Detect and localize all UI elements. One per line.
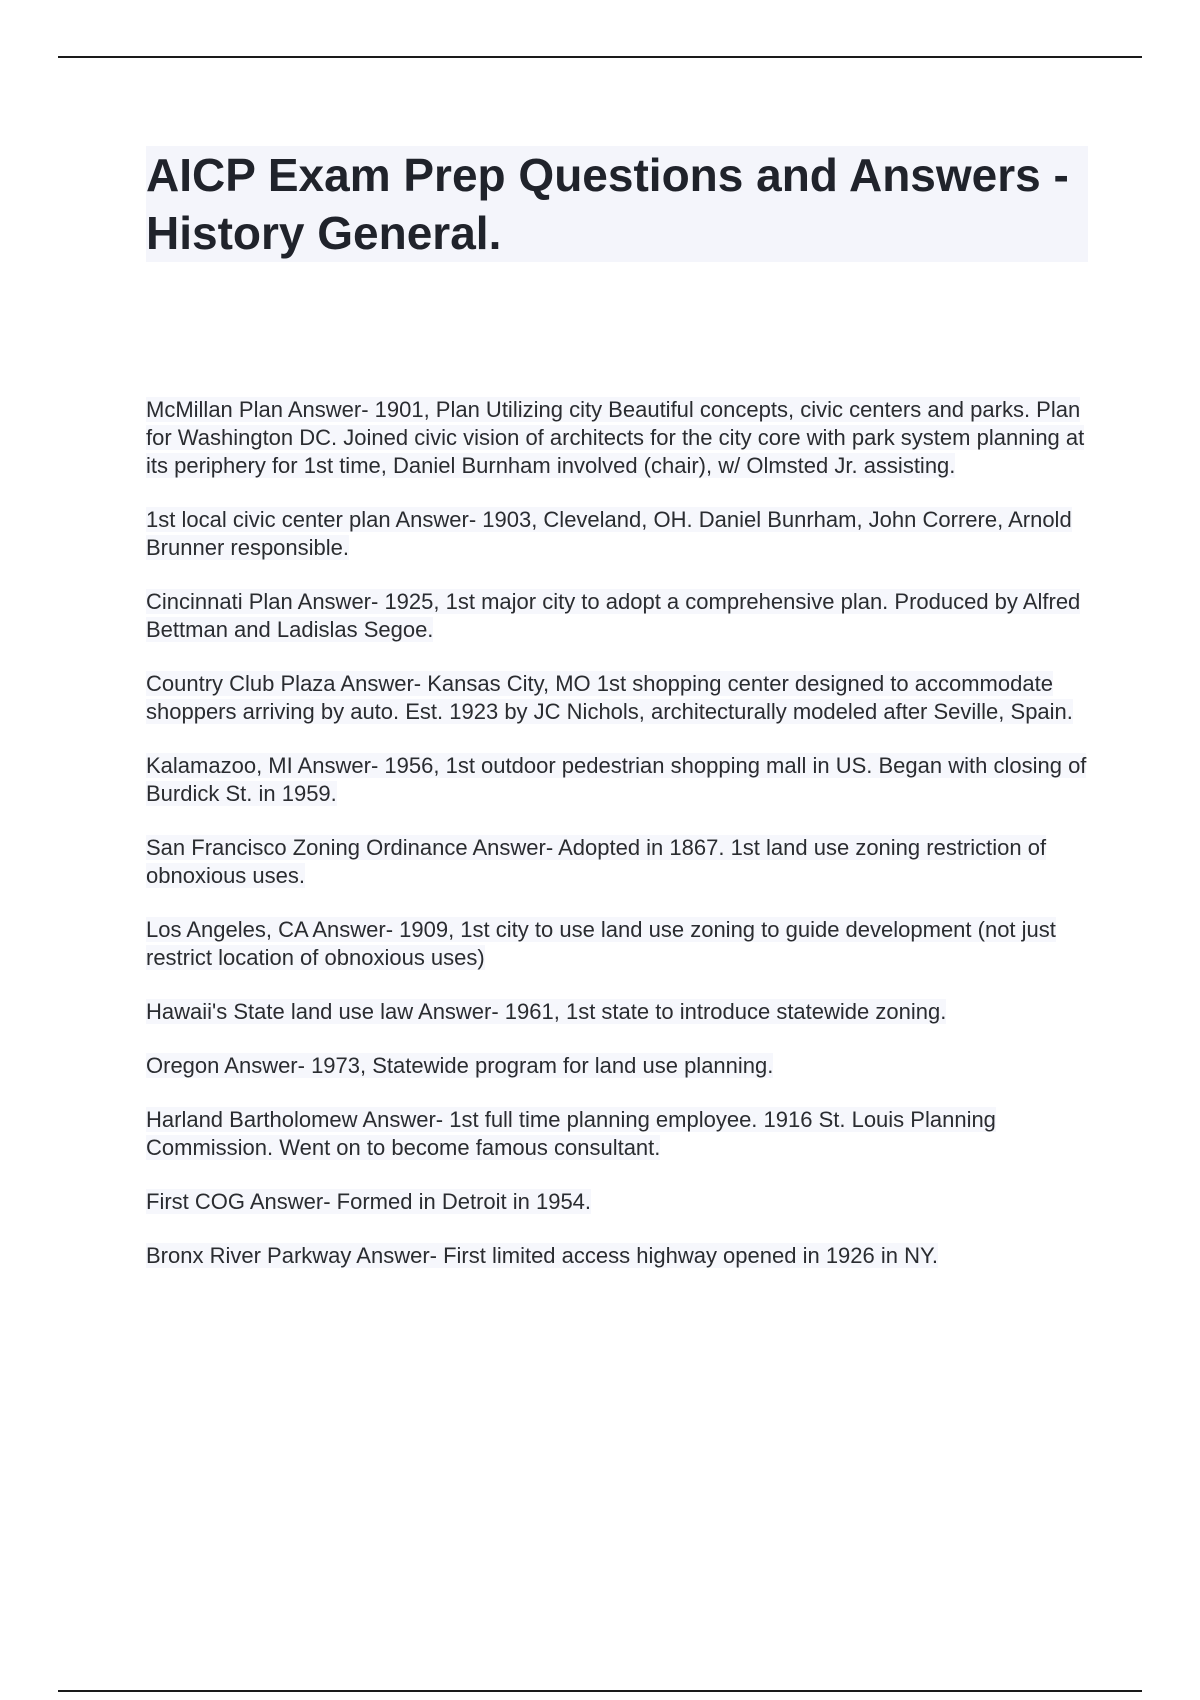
bottom-rule — [58, 1690, 1142, 1692]
title-block — [146, 146, 1088, 262]
qa-item-text: First COG Answer- Formed in Detroit in 1954. — [146, 1189, 592, 1214]
qa-item — [146, 752, 1088, 808]
document-title: AICP Exam Prep Questions and Answers - History General. — [146, 149, 1069, 259]
qa-list — [146, 396, 1088, 1296]
qa-item-text: Country Club Plaza Answer- Kansas City, MO 1st shopping center designed to accommodate shoppers arriving by auto. Est. 1923 by JC Nichols, architecturally modeled after Seville, Spain. — [146, 671, 1073, 724]
qa-item-text: Hawaii's State land use law Answer- 1961, 1st state to introduce statewide zoning. — [146, 999, 947, 1024]
top-rule — [58, 56, 1142, 58]
qa-item — [146, 1106, 1088, 1162]
qa-item — [146, 506, 1088, 562]
qa-item — [146, 916, 1088, 972]
qa-item — [146, 396, 1088, 480]
qa-item-text: Los Angeles, CA Answer- 1909, 1st city to use land use zoning to guide development (not just restrict location of obnoxious uses) — [146, 917, 1056, 970]
qa-item — [146, 1242, 1088, 1270]
qa-item — [146, 998, 1088, 1026]
qa-item-text: McMillan Plan Answer- 1901, Plan Utilizing city Beautiful concepts, civic centers and parks. Plan for Washington DC. Joined civic vision of architects for the city core with park system planning at its periphery for 1st time, Daniel Burnham involved (chair), w/ Olmsted Jr. assisting. — [146, 397, 1085, 478]
qa-item-text: San Francisco Zoning Ordinance Answer- Adopted in 1867. 1st land use zoning restriction of obnoxious uses. — [146, 835, 1047, 888]
qa-item — [146, 1052, 1088, 1080]
qa-item-text: Cincinnati Plan Answer- 1925, 1st major city to adopt a comprehensive plan. Produced by Alfred Bettman and Ladislas Segoe. — [146, 589, 1081, 642]
qa-item-text: Kalamazoo, MI Answer- 1956, 1st outdoor pedestrian shopping mall in US. Began with closing of Burdick St. in 1959. — [146, 753, 1087, 806]
qa-item-text: 1st local civic center plan Answer- 1903, Cleveland, OH. Daniel Bunrham, John Correre, Arnold Brunner responsible. — [146, 507, 1072, 560]
qa-item-text: Bronx River Parkway Answer- First limited access highway opened in 1926 in NY. — [146, 1243, 938, 1268]
qa-item — [146, 670, 1088, 726]
qa-item — [146, 834, 1088, 890]
qa-item-text: Oregon Answer- 1973, Statewide program for land use planning. — [146, 1053, 774, 1078]
qa-item — [146, 1188, 1088, 1216]
qa-item — [146, 588, 1088, 644]
qa-item-text: Harland Bartholomew Answer- 1st full time planning employee. 1916 St. Louis Planning Commission. Went on to become famous consultant. — [146, 1107, 996, 1160]
